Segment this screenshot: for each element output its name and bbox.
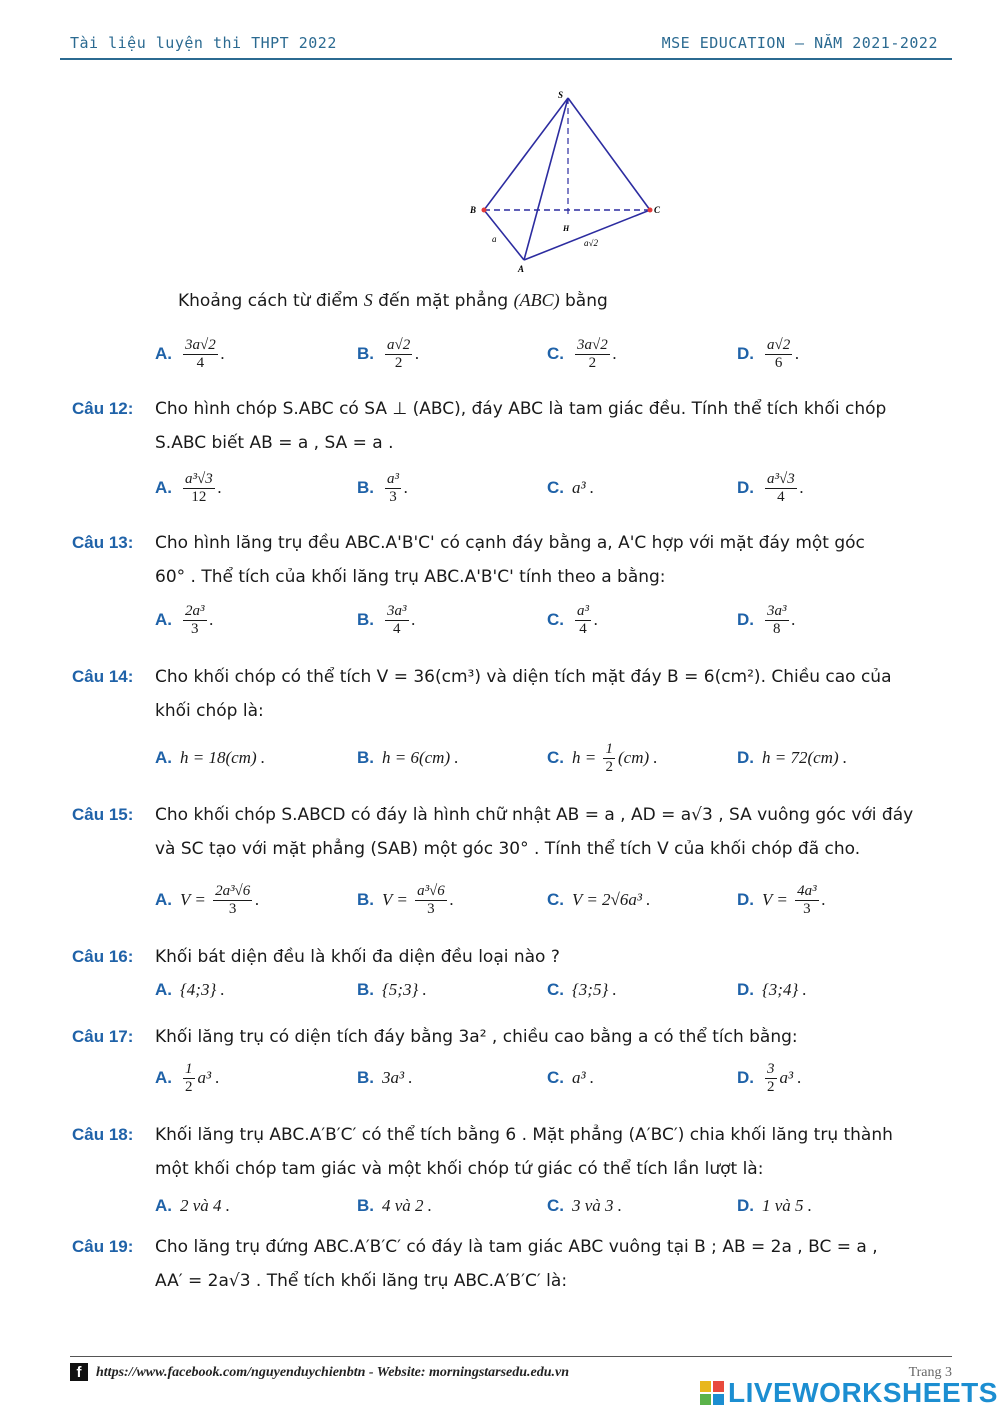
question-number: Câu 15: bbox=[72, 805, 134, 824]
option-value: 1 2 a³ . bbox=[185, 1060, 220, 1095]
option-value: 3a³ 4 . bbox=[387, 602, 416, 637]
question-number: Câu 18: bbox=[72, 1125, 134, 1144]
label-B: B bbox=[470, 205, 477, 215]
answer-option[interactable] bbox=[547, 1058, 594, 1098]
option-value: a³√3 12 . bbox=[185, 470, 222, 505]
option-value: a√2 6 . bbox=[767, 336, 800, 371]
question-number: Câu 14: bbox=[72, 667, 134, 686]
option-label: D. bbox=[737, 1196, 754, 1215]
answer-option[interactable] bbox=[547, 334, 617, 374]
option-label: B. bbox=[357, 478, 374, 497]
option-label: A. bbox=[155, 1196, 172, 1215]
option-label: C. bbox=[547, 344, 564, 363]
logo-square bbox=[713, 1381, 724, 1392]
option-value: 3a³ 8 . bbox=[767, 602, 796, 637]
option-label: C. bbox=[547, 890, 564, 909]
option-value: 3a√2 4 . bbox=[185, 336, 225, 371]
option-value: {5;3} . bbox=[382, 980, 427, 999]
option-label: C. bbox=[547, 748, 564, 767]
edge-SB bbox=[484, 98, 568, 210]
page-number: Trang 3 bbox=[908, 1365, 952, 1380]
logo-square bbox=[700, 1394, 711, 1405]
answer-option[interactable] bbox=[737, 1058, 802, 1098]
edge-SA bbox=[524, 98, 568, 260]
question-19: Câu 19: Cho lăng trụ đứng ABC.A′B′C′ có đáy là tam giác ABC vuông tại B ; AB = 2a , BC = a , AA′ = 2a√3 . Thể tích khối lăng trụ ABC.A′B′C′ là: bbox=[72, 1237, 878, 1291]
option-label: C. bbox=[547, 1196, 564, 1215]
label-C: C bbox=[654, 205, 661, 215]
option-label: A. bbox=[155, 980, 172, 999]
answer-option[interactable] bbox=[547, 600, 598, 640]
option-label: D. bbox=[737, 748, 754, 767]
option-value: V = 2√6a³ . bbox=[572, 890, 651, 909]
answer-option[interactable] bbox=[547, 970, 617, 1010]
option-label: C. bbox=[547, 1068, 564, 1087]
answer-option[interactable] bbox=[155, 738, 265, 778]
option-label: B. bbox=[357, 344, 374, 363]
option-label: B. bbox=[357, 1068, 374, 1087]
option-value: h = $\frac{1}{2}$ (cm) . bbox=[572, 740, 658, 775]
option-label: A. bbox=[155, 890, 172, 909]
header-left: Tài liệu luyện thi THPT 2022 bbox=[70, 34, 337, 52]
option-label: D. bbox=[737, 890, 754, 909]
answer-option[interactable] bbox=[357, 738, 459, 778]
label-a-sqrt2: a√2 bbox=[584, 238, 598, 248]
option-value: V = $\frac{\text{2a³√6}}{3}$ . bbox=[180, 882, 260, 917]
option-value: 4 và 2 . bbox=[382, 1196, 433, 1215]
point-C bbox=[648, 208, 653, 213]
option-value: 2a³ 3 . bbox=[185, 602, 214, 637]
option-label: D. bbox=[737, 980, 754, 999]
header-right: MSE EDUCATION – NĂM 2021-2022 bbox=[661, 34, 938, 52]
option-value: 3 2 a³ . bbox=[767, 1060, 802, 1095]
answer-option[interactable] bbox=[737, 468, 804, 508]
label-S: S bbox=[558, 90, 564, 100]
answer-option[interactable] bbox=[547, 1186, 622, 1226]
question-16: Câu 16: Khối bát diện đều là khối đa diện đều loại nào ? bbox=[72, 947, 560, 967]
q13-options bbox=[155, 600, 950, 640]
answer-option[interactable] bbox=[357, 880, 454, 920]
option-value: a³ 4 . bbox=[577, 602, 599, 637]
page-footer bbox=[70, 1356, 952, 1381]
answer-option[interactable] bbox=[155, 468, 222, 508]
q14-options bbox=[155, 738, 950, 778]
answer-option[interactable] bbox=[547, 738, 658, 778]
option-value: a³ . bbox=[572, 478, 595, 497]
answer-option[interactable] bbox=[547, 880, 650, 920]
question-13: Câu 13: Cho hình lăng trụ đều ABC.A'B'C' có cạnh đáy bằng a, A'C hợp với mặt đáy một góc 60° . Thể tích của khối lăng trụ ABC.A'B'C' tính theo a bằng: bbox=[72, 533, 865, 587]
option-value: h = 72(cm) . bbox=[762, 748, 848, 767]
question-17: Câu 17: Khối lăng trụ có diện tích đáy bằng 3a² , chiều cao bằng a có thể tích bằng: bbox=[72, 1027, 798, 1047]
watermark-text: LIVEWORKSHEETS bbox=[728, 1377, 998, 1408]
edge-AC bbox=[524, 210, 650, 260]
answer-option[interactable] bbox=[155, 880, 260, 920]
question-15: Câu 15: Cho khối chóp S.ABCD có đáy là hình chữ nhật AB = a , AD = a√3 , SA vuông góc với đáy và SC tạo với mặt phẳng (SAB) một góc 30° . Tính thể tích V của khối chóp đã cho. bbox=[72, 805, 914, 859]
answer-option[interactable] bbox=[357, 468, 408, 508]
edge-AB bbox=[484, 210, 524, 260]
pyramid-figure bbox=[462, 88, 672, 278]
option-value: 3a√2 2 . bbox=[577, 336, 617, 371]
q11-options bbox=[155, 334, 950, 374]
option-value: V = $\frac{\text{a³√6}}{3}$ . bbox=[382, 882, 455, 917]
answer-option[interactable] bbox=[737, 738, 847, 778]
option-value: a√2 2 . bbox=[387, 336, 420, 371]
logo-square bbox=[700, 1381, 711, 1392]
option-label: C. bbox=[547, 610, 564, 629]
answer-option[interactable] bbox=[737, 1186, 812, 1226]
option-value: a³ . bbox=[572, 1068, 595, 1087]
option-label: D. bbox=[737, 344, 754, 363]
option-value: 2 và 4 . bbox=[180, 1196, 231, 1215]
page-header bbox=[60, 30, 952, 60]
answer-option[interactable] bbox=[737, 970, 807, 1010]
option-label: B. bbox=[357, 980, 374, 999]
option-label: C. bbox=[547, 980, 564, 999]
option-label: A. bbox=[155, 1068, 172, 1087]
option-value: {3;5} . bbox=[572, 980, 617, 999]
option-label: C. bbox=[547, 478, 564, 497]
option-label: A. bbox=[155, 748, 172, 767]
answer-option[interactable] bbox=[155, 1058, 220, 1098]
answer-option[interactable] bbox=[155, 970, 225, 1010]
answer-option[interactable] bbox=[737, 880, 826, 920]
q12-options bbox=[155, 468, 950, 508]
option-value: {4;3} . bbox=[180, 980, 225, 999]
facebook-icon[interactable]: f bbox=[70, 1363, 88, 1381]
option-value: V = $\frac{\text{4a³}}{3}$ . bbox=[762, 882, 826, 917]
question-number: Câu 13: bbox=[72, 533, 134, 552]
answer-option[interactable] bbox=[547, 468, 594, 508]
q11-intro: Khoảng cách từ điểm S đến mặt phẳng (ABC) bằng bbox=[178, 290, 608, 311]
question-number: Câu 12: bbox=[72, 399, 134, 418]
q18-options bbox=[155, 1186, 950, 1226]
point-B bbox=[482, 208, 487, 213]
question-number: Câu 16: bbox=[72, 947, 134, 966]
option-value: {3;4} . bbox=[762, 980, 807, 999]
answer-option[interactable] bbox=[155, 334, 225, 374]
footer-links[interactable]: https://www.facebook.com/nguyenduychienbtn - Website: morningstarsedu.edu.vn bbox=[96, 1365, 570, 1380]
label-a: a bbox=[492, 234, 497, 244]
option-value: a³√3 4 . bbox=[767, 470, 804, 505]
option-label: B. bbox=[357, 1196, 374, 1215]
answer-option[interactable] bbox=[737, 600, 796, 640]
option-value: 3 và 3 . bbox=[572, 1196, 623, 1215]
option-value: h = 18(cm) . bbox=[180, 748, 266, 767]
answer-option[interactable] bbox=[737, 334, 799, 374]
answer-option[interactable] bbox=[357, 1186, 432, 1226]
liveworksheets-logo-icon bbox=[700, 1381, 724, 1405]
option-value: a³ 3 . bbox=[387, 470, 409, 505]
label-A: A bbox=[518, 264, 525, 274]
liveworksheets-watermark bbox=[700, 1378, 998, 1408]
option-label: D. bbox=[737, 478, 754, 497]
answer-option[interactable] bbox=[357, 600, 416, 640]
q15-options bbox=[155, 880, 950, 920]
answer-option[interactable] bbox=[357, 334, 419, 374]
answer-option[interactable] bbox=[357, 1058, 413, 1098]
question-12: Câu 12: Cho hình chóp S.ABC có SA ⊥ (ABC), đáy ABC là tam giác đều. Tính thể tích khối chóp S.ABC biết AB = a , SA = a . bbox=[72, 399, 887, 453]
logo-square bbox=[713, 1394, 724, 1405]
option-label: A. bbox=[155, 478, 172, 497]
q16-options bbox=[155, 970, 950, 1010]
option-label: D. bbox=[737, 610, 754, 629]
option-label: B. bbox=[357, 610, 374, 629]
question-number: Câu 17: bbox=[72, 1027, 134, 1046]
question-number: Câu 19: bbox=[72, 1237, 134, 1256]
question-18: Câu 18: Khối lăng trụ ABC.A′B′C′ có thể tích bằng 6 . Mặt phẳng (A′BC′) chia khối lăng trụ thành một khối chóp tam giác và một khối chóp tứ giác có thể tích lần lượt là: bbox=[72, 1125, 893, 1179]
option-value: h = 6(cm) . bbox=[382, 748, 459, 767]
option-label: A. bbox=[155, 610, 172, 629]
edge-SC bbox=[568, 98, 650, 210]
option-label: B. bbox=[357, 748, 374, 767]
option-label: B. bbox=[357, 890, 374, 909]
option-value: 3a³ . bbox=[382, 1068, 413, 1087]
label-H: H bbox=[563, 224, 570, 233]
answer-option[interactable] bbox=[155, 1186, 230, 1226]
q17-options bbox=[155, 1058, 950, 1098]
question-14: Câu 14: Cho khối chóp có thể tích V = 36(cm³) và diện tích mặt đáy B = 6(cm²). Chiều cao của khối chóp là: bbox=[72, 667, 892, 721]
option-label: D. bbox=[737, 1068, 754, 1087]
answer-option[interactable] bbox=[155, 600, 214, 640]
answer-option[interactable] bbox=[357, 970, 427, 1010]
option-label: A. bbox=[155, 344, 172, 363]
option-value: 1 và 5 . bbox=[762, 1196, 813, 1215]
